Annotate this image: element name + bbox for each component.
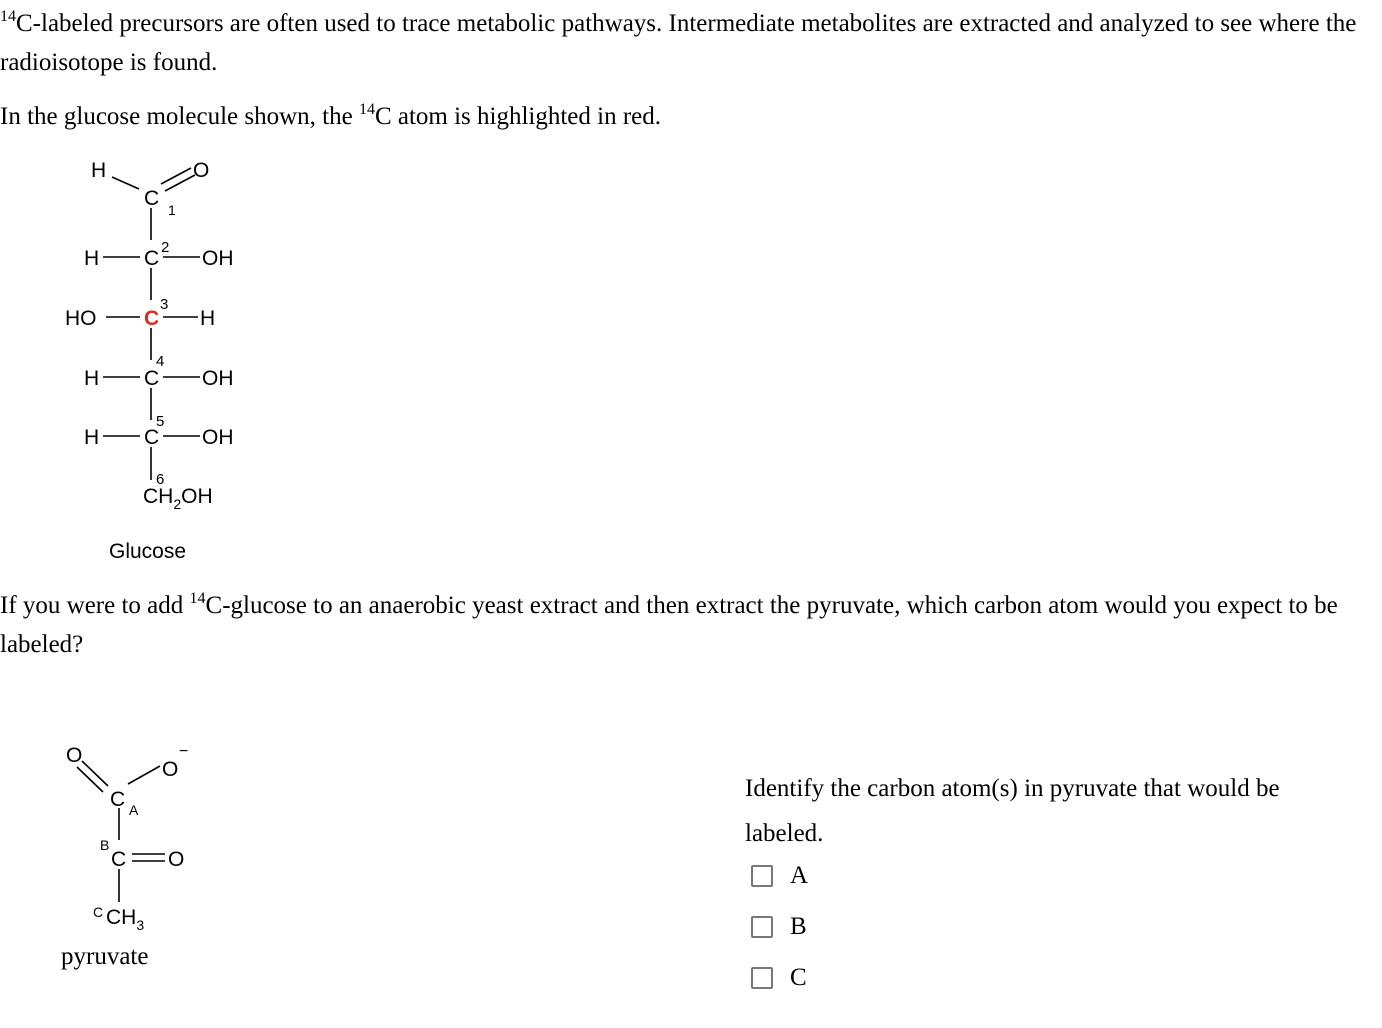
atom-oh-c5: OH xyxy=(202,426,234,449)
intro-text: C-labeled precursors are often used to trace metabolic pathways. Intermediate metabolites are extracted and analyzed to see where the radioisotope is found. xyxy=(0,10,1357,76)
atom-o-left: O xyxy=(66,744,83,767)
atom-oh-c4: OH xyxy=(202,367,234,390)
intro-paragraph xyxy=(0,4,1370,82)
carbon-number-1: 1 xyxy=(168,202,176,218)
carbon-number-5: 5 xyxy=(156,413,165,430)
atom-h-top: H xyxy=(91,159,107,182)
option-a-label: A xyxy=(790,862,809,889)
glucose-caption: Glucose xyxy=(109,540,187,563)
checkbox-c[interactable] xyxy=(751,967,773,989)
option-c[interactable] xyxy=(751,963,807,993)
bond-h-c1 xyxy=(112,177,139,189)
highlight-note-text-start: In the glucose molecule shown, the xyxy=(0,103,359,130)
ch3-ch: CH xyxy=(106,906,137,929)
bond-ca-o-left-b xyxy=(77,767,103,792)
ch2oh-subscript: 2 xyxy=(173,496,182,512)
atom-c2: C xyxy=(144,247,160,270)
pyruvate-structure xyxy=(0,730,260,980)
ch2oh-ch: CH xyxy=(143,485,174,508)
option-b-label: B xyxy=(790,913,807,940)
atom-c4: C xyxy=(144,367,160,390)
option-a[interactable] xyxy=(751,861,808,891)
atom-ho-c3: HO xyxy=(65,307,97,330)
negative-charge: − xyxy=(179,743,189,760)
atom-h-c2: H xyxy=(84,247,100,270)
atom-h-c4: H xyxy=(84,367,100,390)
group-ch2oh xyxy=(143,485,213,512)
isotope-superscript: 14 xyxy=(0,8,16,25)
question-text-start: If you were to add xyxy=(0,592,190,619)
ch3-subscript: 3 xyxy=(136,917,145,933)
atom-c1: C xyxy=(144,187,160,210)
checkbox-b[interactable] xyxy=(751,916,773,938)
bond-c1-o-b xyxy=(165,175,195,191)
atom-h-c3: H xyxy=(200,307,216,330)
option-b[interactable] xyxy=(751,912,807,942)
atom-o-keto: O xyxy=(168,848,185,871)
option-c-label: C xyxy=(790,964,807,991)
question-paragraph xyxy=(0,586,1382,664)
ch2oh-oh: OH xyxy=(181,485,213,508)
highlight-note-text-end: C atom is highlighted in red. xyxy=(374,103,662,130)
question-text-end: C-glucose to an anaerobic yeast extract and then extract the pyruvate, which carbon atom would you expect to be labeled? xyxy=(0,592,1338,658)
atom-ca: C xyxy=(110,788,126,811)
carbon-number-3: 3 xyxy=(160,296,169,313)
atom-c3-labeled: C xyxy=(144,307,160,330)
highlight-note-superscript: 14 xyxy=(358,101,375,118)
atom-h-c5: H xyxy=(84,426,100,449)
group-ch3 xyxy=(106,906,144,933)
bond-ca-o-right xyxy=(128,766,160,784)
atom-o-top: O xyxy=(193,159,210,182)
checkbox-a[interactable] xyxy=(751,865,773,887)
pyruvate-caption: pyruvate xyxy=(61,943,149,970)
highlight-note xyxy=(0,97,1370,136)
bond-ca-o-left-a xyxy=(82,761,108,786)
carbon-number-6: 6 xyxy=(156,471,165,488)
carbon-number-4: 4 xyxy=(156,353,165,370)
atom-o-right: O xyxy=(162,758,179,781)
glucose-structure xyxy=(0,140,320,570)
atom-oh-c2: OH xyxy=(202,247,234,270)
carbon-label-a: A xyxy=(129,802,139,818)
question-superscript: 14 xyxy=(189,590,206,607)
atom-c5: C xyxy=(144,426,160,449)
carbon-label-b: B xyxy=(100,837,110,853)
carbon-label-c: C xyxy=(93,904,104,920)
bond-c1-o-a xyxy=(161,168,191,184)
carbon-number-2: 2 xyxy=(161,239,170,256)
answer-prompt: Identify the carbon atom(s) in pyruvate that would be labeled. xyxy=(745,775,1280,847)
atom-cb: C xyxy=(111,848,127,871)
